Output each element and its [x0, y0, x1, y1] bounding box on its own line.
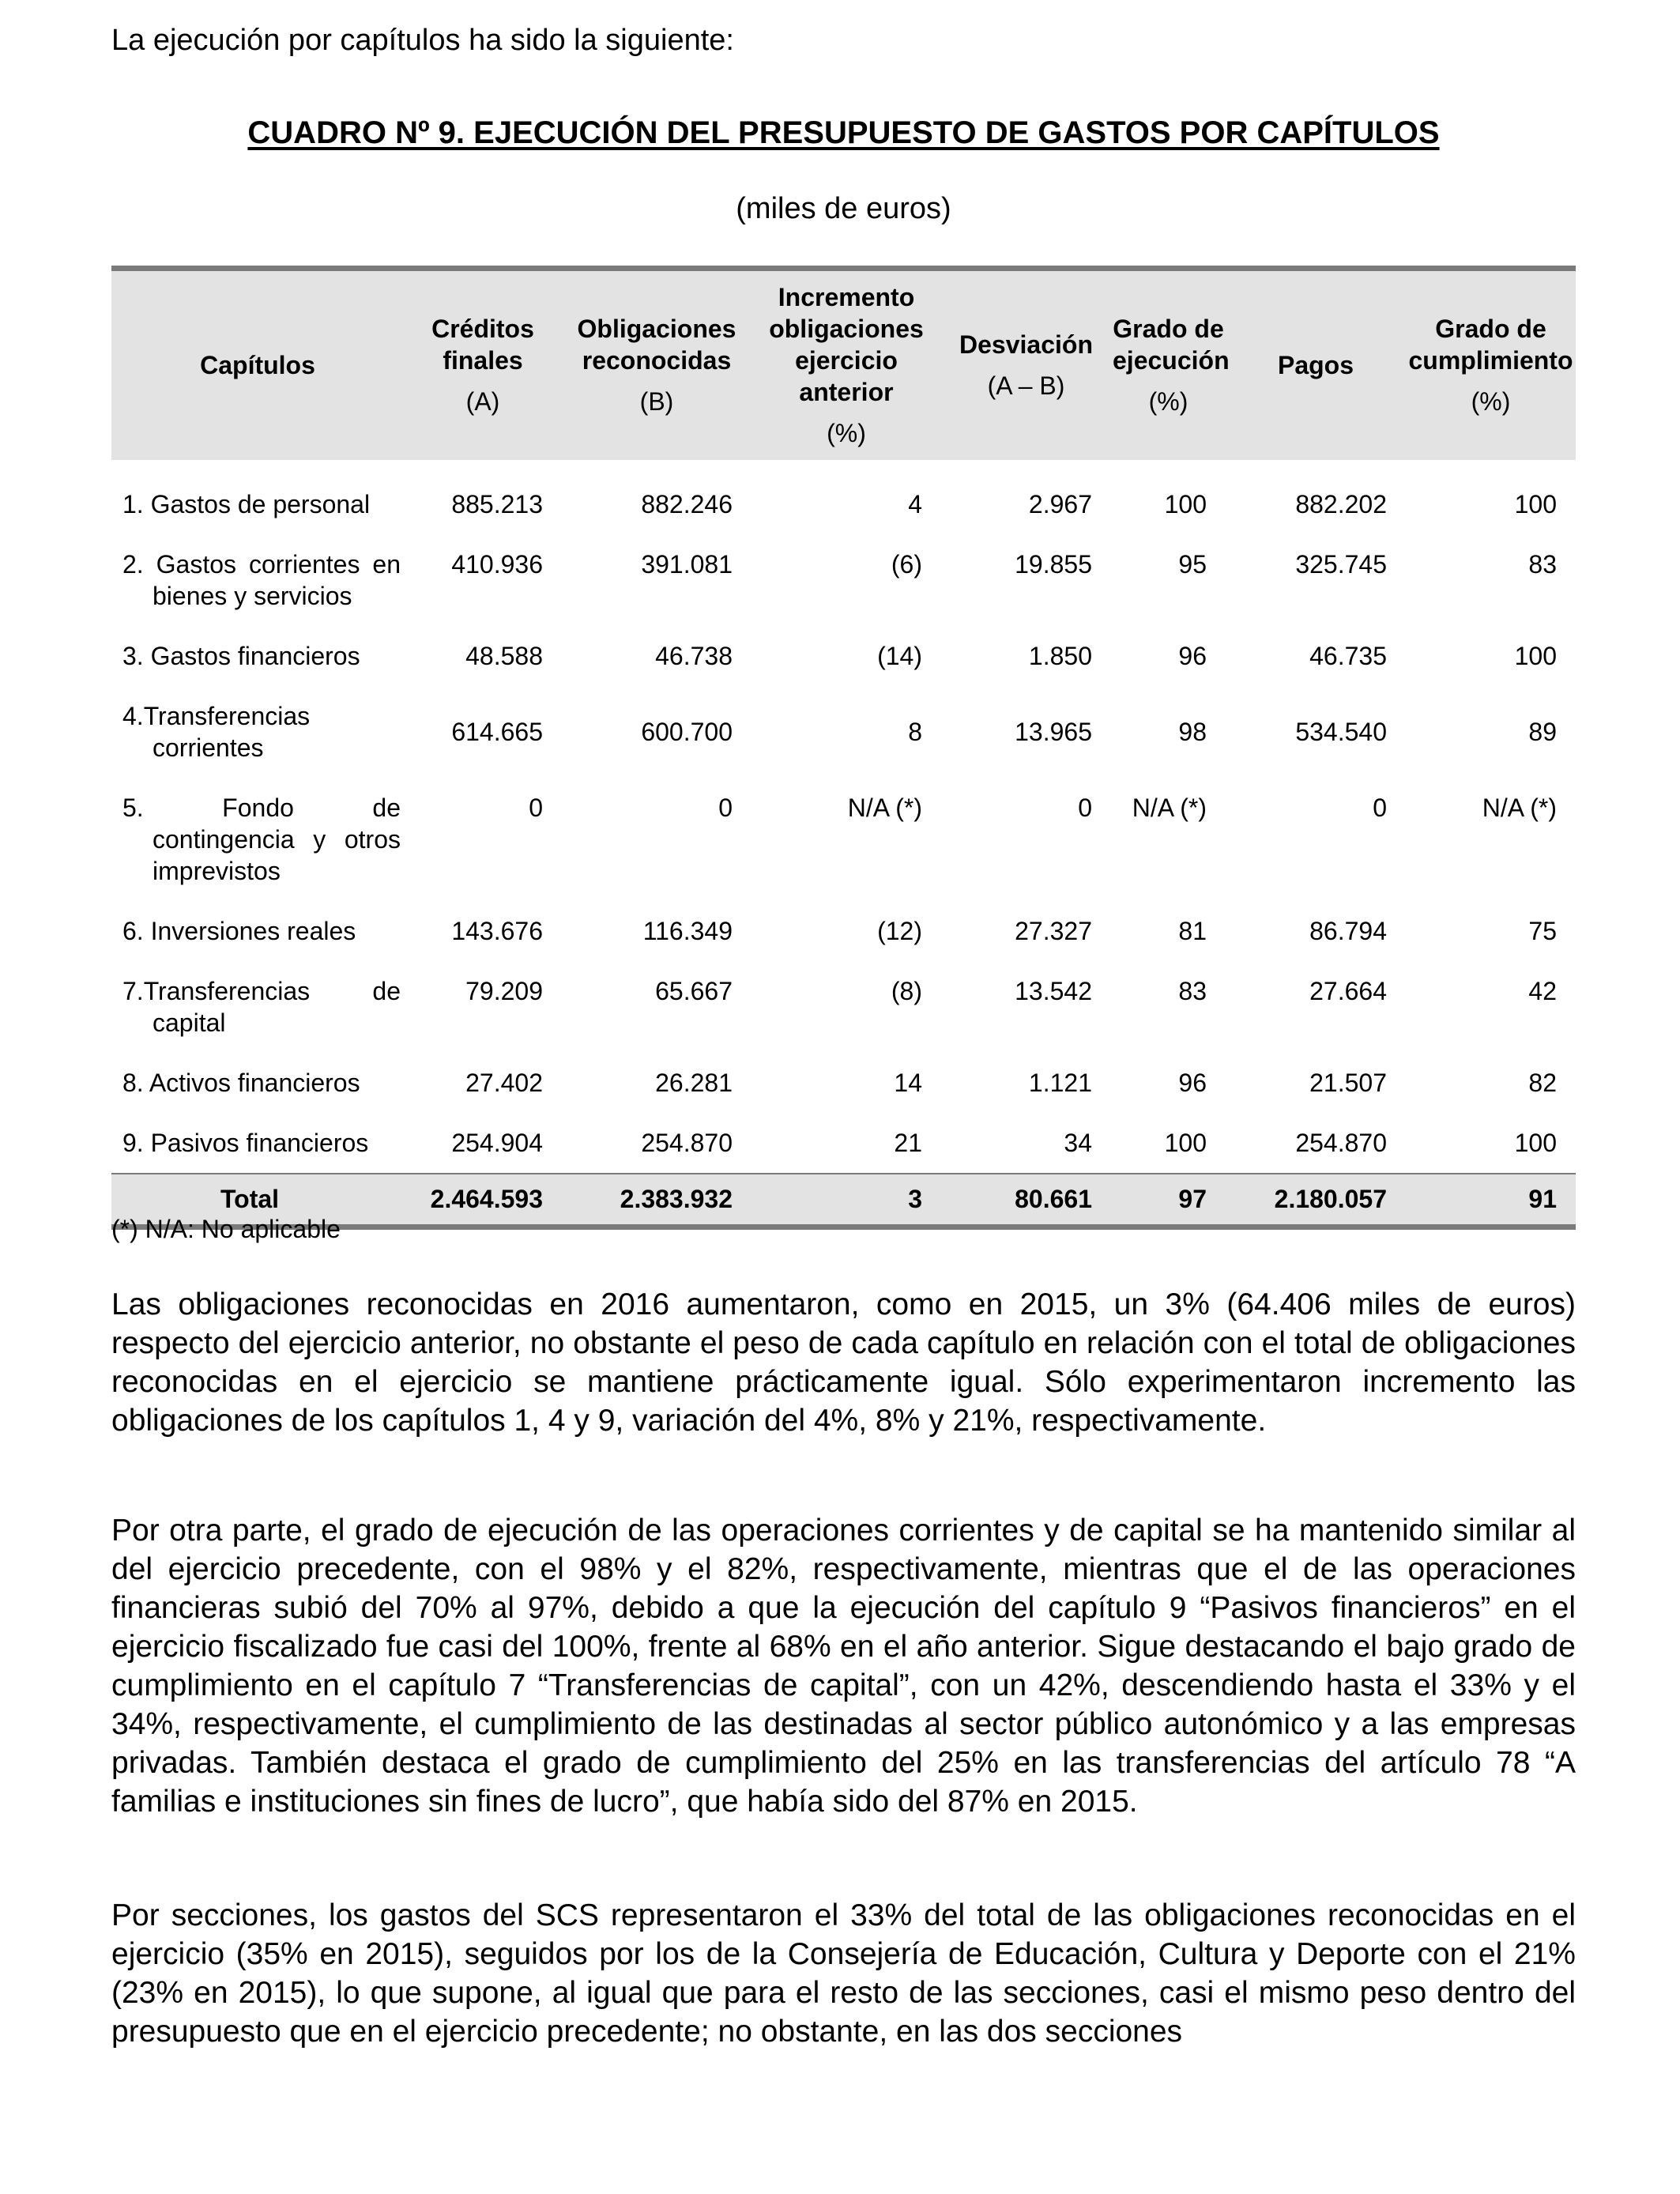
header-pagos: Pagos — [1226, 269, 1406, 460]
cell-ejecucion: 83 — [1178, 976, 1207, 1005]
row-chapter-name — [111, 460, 404, 534]
cell-obligaciones: 254.870 — [641, 1128, 733, 1157]
cell-incremento: 4 — [908, 489, 922, 518]
table-title: CUADRO Nº 9. EJECUCIÓN DEL PRESUPUESTO DE GASTOS POR CAPÍTULOS — [247, 115, 1440, 150]
total-label: Total — [111, 1174, 404, 1227]
table-row — [111, 901, 1576, 961]
header-cumplimiento: Grado de cumplimiento (%) — [1406, 269, 1576, 460]
cell-obligaciones: 26.281 — [655, 1068, 733, 1097]
total-incremento: 3 — [751, 1174, 941, 1227]
table-row — [111, 626, 1576, 686]
cell-incremento: 21 — [894, 1128, 922, 1157]
cell-pagos: 325.745 — [1295, 549, 1387, 579]
cell-creditos: 885.213 — [451, 489, 543, 518]
row-chapter-label: 8. Activos financieros — [122, 1068, 360, 1097]
cell-obligaciones: 65.667 — [655, 976, 733, 1005]
paragraph: Por otra parte, el grado de ejecución de las operaciones corrientes y de capital se ha mantenido similar al del ejercicio precedente, con el 98% y el 82%, respectivamente, mientras que el de las operaciones financieras subió del 70% al 97%, debido a que la ejecución del capítulo 9 “Pasivos financieros” en el ejercicio fiscalizado fue casi del 100%, frente al 68% en el año anterior. Sigue destacando el bajo grado de cumplimiento en el capítulo 7 “Transferencias de capital”, con un 42%, descendiendo hasta el 33% y el 34%, respectivamente, el cumplimiento de las destinadas al sector público autonómico y a las empresas privadas. También destaca el grado de cumplimiento del 25% en las transferencias del artículo 78 “A familias e instituciones sin fines de lucro”, que había sido del 87% en 2015. — [111, 1514, 1576, 1819]
cell-cumplimiento: 89 — [1528, 717, 1557, 746]
cell-pagos: 882.202 — [1295, 489, 1387, 518]
cell-pagos: 254.870 — [1295, 1128, 1387, 1157]
table-subtitle: (miles de euros) — [736, 192, 951, 225]
cell-pagos: 46.735 — [1309, 641, 1387, 670]
cell-incremento: 8 — [908, 717, 922, 746]
table-footnote: (*) N/A: No aplicable — [111, 1215, 341, 1243]
cell-obligaciones: 46.738 — [655, 641, 733, 670]
cell-creditos: 79.209 — [465, 976, 543, 1005]
cell-obligaciones: 882.246 — [641, 489, 733, 518]
header-ejecucion: Grado de ejecución (%) — [1111, 269, 1226, 460]
cell-creditos: 143.676 — [451, 916, 543, 945]
cell-ejecucion: 95 — [1178, 549, 1207, 579]
cell-cumplimiento: 100 — [1514, 1128, 1557, 1157]
paragraph: Las obligaciones reconocidas en 2016 aumentaron, como en 2015, un 3% (64.406 miles de euros) respecto del ejercicio anterior, no obstante el peso de cada capítulo en relación con el total de obligaciones reconocidas en el ejercicio se mantiene prácticamente igual. Sólo experimentaron incremento las obligaciones de los capítulos 1, 4 y 9, variación del 4%, 8% y 21%, respectivamente. — [111, 1287, 1576, 1438]
row-chapter-label: 1. Gastos de personal — [122, 489, 371, 518]
header-obligaciones: Obligaciones reconocidas (B) — [562, 269, 751, 460]
cell-desviacion: 13.965 — [1015, 717, 1092, 746]
row-chapter-label: 3. Gastos financieros — [122, 641, 360, 670]
cell-creditos: 254.904 — [451, 1128, 543, 1157]
cell-desviacion: 13.542 — [1015, 976, 1092, 1005]
table-row — [111, 686, 1576, 778]
cell-cumplimiento: 100 — [1514, 641, 1557, 670]
cell-incremento: 14 — [894, 1068, 922, 1097]
cell-creditos: 614.665 — [451, 717, 543, 746]
cell-obligaciones: 600.700 — [641, 717, 733, 746]
cell-obligaciones: 0 — [718, 793, 733, 822]
table-header-row — [111, 269, 1576, 460]
row-chapter-name — [111, 626, 404, 686]
row-chapter-name — [111, 1053, 404, 1113]
table-row — [111, 1113, 1576, 1174]
cell-ejecucion: 81 — [1178, 916, 1207, 945]
cell-cumplimiento: 100 — [1514, 489, 1557, 518]
header-creditos: Créditos finales (A) — [404, 269, 562, 460]
table-row — [111, 961, 1576, 1053]
cell-creditos: 410.936 — [451, 549, 543, 579]
table-row — [111, 1053, 1576, 1113]
cell-ejecucion: 100 — [1164, 1128, 1207, 1157]
total-pagos: 2.180.057 — [1226, 1174, 1406, 1227]
row-chapter-label: 5. Fondo de contingencia y otros imprevistos — [122, 793, 401, 885]
cell-pagos: 0 — [1373, 793, 1387, 822]
cell-incremento: (12) — [877, 916, 922, 945]
row-chapter-label: 9. Pasivos financieros — [122, 1128, 369, 1157]
cell-creditos: 0 — [529, 793, 543, 822]
intro-text: La ejecución por capítulos ha sido la siguiente: — [111, 24, 734, 57]
cell-cumplimiento: 42 — [1528, 976, 1557, 1005]
cell-creditos: 48.588 — [465, 641, 543, 670]
cell-ejecucion: 98 — [1178, 717, 1207, 746]
total-obligaciones: 2.383.932 — [562, 1174, 751, 1227]
cell-creditos: 27.402 — [465, 1068, 543, 1097]
cell-ejecucion: 100 — [1164, 489, 1207, 518]
row-chapter-name — [111, 686, 404, 778]
cell-incremento: (6) — [891, 549, 922, 579]
budget-table — [111, 266, 1576, 1230]
cell-pagos: 86.794 — [1309, 916, 1387, 945]
total-cumplimiento: 91 — [1406, 1174, 1576, 1227]
row-chapter-label: 7.Transferencias de capital — [122, 976, 401, 1037]
table-row — [111, 460, 1576, 534]
total-creditos: 2.464.593 — [404, 1174, 562, 1227]
cell-obligaciones: 391.081 — [641, 549, 733, 579]
cell-ejecucion: 96 — [1178, 641, 1207, 670]
total-ejecucion: 97 — [1111, 1174, 1226, 1227]
row-chapter-name — [111, 961, 404, 1053]
header-desviacion: Desviación (A – B) — [941, 269, 1111, 460]
row-chapter-label: 4.Transferencias corrientes — [122, 701, 311, 762]
cell-pagos: 534.540 — [1295, 717, 1387, 746]
cell-cumplimiento: N/A (*) — [1482, 793, 1557, 822]
cell-obligaciones: 116.349 — [642, 916, 733, 945]
cell-cumplimiento: 75 — [1528, 916, 1557, 945]
cell-desviacion: 1.850 — [1028, 641, 1092, 670]
cell-desviacion: 34 — [1064, 1128, 1092, 1157]
row-chapter-name — [111, 1113, 404, 1174]
cell-incremento: (8) — [891, 976, 922, 1005]
total-desviacion: 80.661 — [941, 1174, 1111, 1227]
cell-incremento: N/A (*) — [847, 793, 922, 822]
table-row — [111, 778, 1576, 901]
cell-desviacion: 1.121 — [1028, 1068, 1092, 1097]
cell-ejecucion: N/A (*) — [1132, 793, 1207, 822]
paragraph: Por secciones, los gastos del SCS representaron el 33% del total de las obligaciones reconocidas en el ejercicio (35% en 2015), seguidos por los de la Consejería de Educación, Cultura y Deporte con el 21% (23% en 2015), lo que supone, al igual que para el resto de las secciones, casi el mismo peso dentro del presupuesto que en el ejercicio precedente; no obstante, en las dos secciones — [111, 1898, 1576, 2049]
table-row — [111, 534, 1576, 626]
row-chapter-name — [111, 901, 404, 961]
row-chapter-name — [111, 778, 404, 901]
cell-ejecucion: 96 — [1178, 1068, 1207, 1097]
header-incremento: Incremento obligaciones ejercicio anterior (%) — [751, 269, 941, 460]
header-capitulos: Capítulos — [111, 269, 404, 460]
row-chapter-label: 6. Inversiones reales — [122, 916, 356, 945]
cell-incremento: (14) — [877, 641, 922, 670]
cell-desviacion: 27.327 — [1015, 916, 1092, 945]
cell-desviacion: 0 — [1078, 793, 1092, 822]
cell-pagos: 21.507 — [1309, 1068, 1387, 1097]
row-chapter-name — [111, 534, 404, 626]
cell-pagos: 27.664 — [1309, 976, 1387, 1005]
cell-desviacion: 19.855 — [1015, 549, 1092, 579]
cell-cumplimiento: 83 — [1528, 549, 1557, 579]
cell-desviacion: 2.967 — [1028, 489, 1092, 518]
row-chapter-label: 2. Gastos corrientes en bienes y servicios — [122, 549, 401, 610]
cell-cumplimiento: 82 — [1528, 1068, 1557, 1097]
